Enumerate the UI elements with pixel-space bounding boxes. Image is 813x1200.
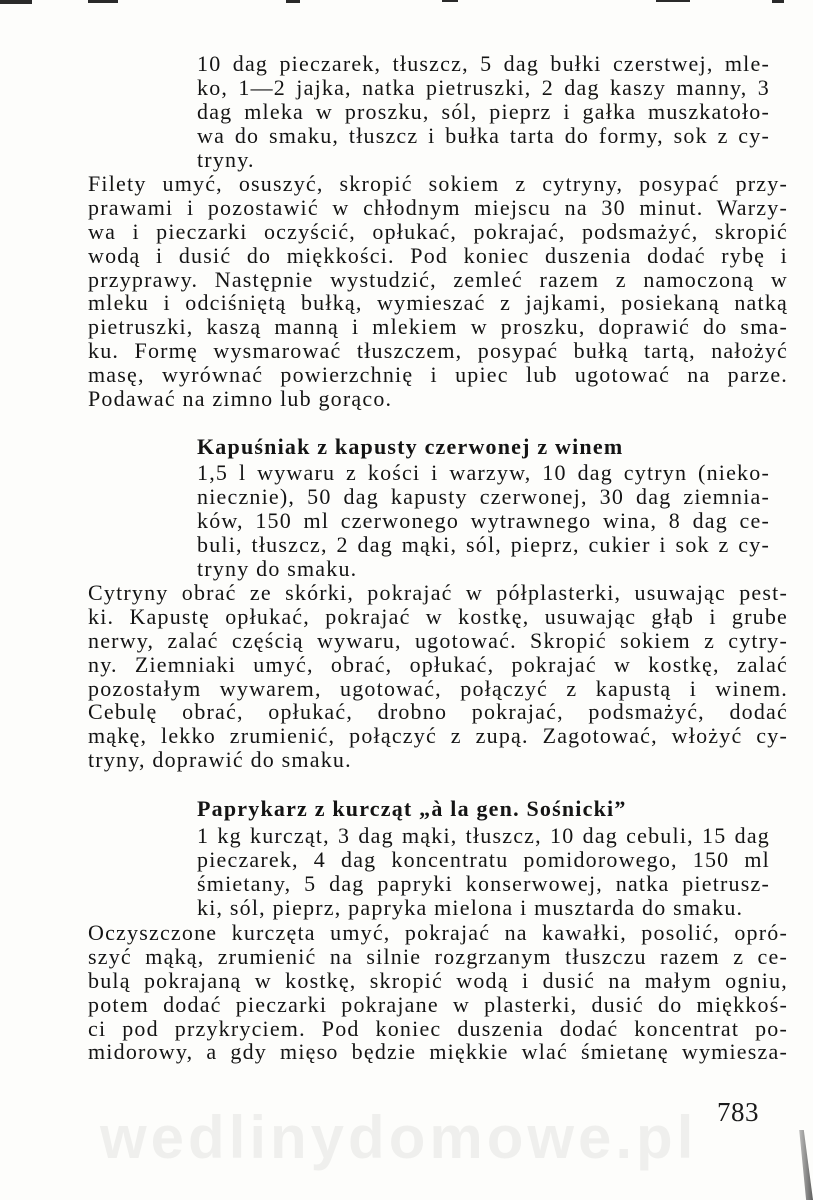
method-line: midorowy, a gdy mięso będzie miękkie wlać śmietanę wymiesza-	[88, 1039, 788, 1065]
page-edge-shadow	[790, 1130, 813, 1200]
ingredient-line: 1,5 l wywaru z kości i warzyw, 10 dag cytryn (nieko-	[197, 460, 770, 485]
method-line: masę, wyrównać powierzchnię i upiec lub ugotować na parze.	[88, 362, 788, 388]
ingredient-line: 10 dag pieczarek, tłuszcz, 5 dag bułki czerstwej, mle-	[197, 51, 770, 76]
ingredient-line: ki, sól, pieprz, papryka mielona i musztarda do smaku.	[197, 894, 744, 920]
paprykarz-method	[88, 921, 788, 1064]
method-line: mąkę, lekko zrumienić, połączyć z zupą. Zagotować, włożyć cy-	[88, 723, 788, 749]
method-line: tryny, doprawić do smaku.	[88, 747, 352, 773]
scan-artifact	[656, 0, 690, 2]
ingredient-line: pieczarek, 4 dag koncentratu pomidorowego, 150 ml	[197, 846, 770, 872]
method-line: wa i pieczarki oczyścić, opłukać, pokrajać, podsmażyć, skropić	[88, 218, 788, 244]
method-line: Podawać na zimno lub gorąco.	[88, 386, 393, 412]
ingredient-line: buli, tłuszcz, 2 dag mąki, sól, pieprz, cukier i sok z cy-	[197, 531, 770, 557]
scan-artifact	[442, 0, 458, 2]
method-line: ny. Ziemniaki umyć, obrać, opłukać, pokrajać w kostkę, zalać	[88, 651, 788, 677]
method-line: pietruszki, kaszą manną i mlekiem w proszku, doprawić do sma-	[88, 314, 788, 340]
method-line: ku. Formę wysmarować tłuszczem, posypać bułką tartą, nałożyć	[88, 338, 788, 364]
continued-recipe-ingredients	[197, 52, 770, 171]
ingredient-line: tryny do smaku.	[197, 555, 358, 581]
continued-recipe-method	[88, 172, 788, 411]
paprykarz-title: Paprykarz z kurcząt „à la gen. Sośnicki”	[197, 796, 627, 821]
ingredient-line: 1 kg kurcząt, 3 dag mąki, tłuszcz, 10 dag cebuli, 15 dag	[197, 823, 770, 848]
kapusniak-method	[88, 581, 788, 772]
method-line: Filety umyć, osuszyć, skropić sokiem z cytryny, posypać przy-	[88, 171, 788, 196]
scan-artifact	[88, 0, 118, 3]
page-number: 783	[717, 1097, 759, 1127]
method-line: mleku i odciśniętą bułką, wymieszać z jajkami, posiekaną natką	[88, 290, 788, 316]
kapusniak-title: Kapuśniak z kapusty czerwonej z winem	[197, 434, 624, 459]
method-line: szyć mąką, zrumienić na silnie rozgrzanym tłuszczu razem z ce-	[88, 943, 788, 969]
method-line: nerwy, zalać częścią wywaru, ugotować. Skropić sokiem z cytry-	[88, 627, 788, 653]
ingredient-line: wa do smaku, tłuszcz i bułka tarta do formy, sok z cy-	[197, 122, 770, 148]
method-line: Oczyszczone kurczęta umyć, pokrajać na kawałki, posolić, opró-	[88, 920, 788, 945]
method-line: prawami i pozostawić w chłodnym miejscu na 30 minut. Warzy-	[88, 194, 788, 220]
method-line: przyprawy. Następnie wystudzić, zemleć razem z namoczoną w	[88, 266, 788, 292]
watermark: wedlinydomowe.pl	[100, 1104, 698, 1171]
ingredient-line: tryny.	[197, 146, 255, 172]
ingredient-line: niecznie), 50 dag kapusty czerwonej, 30 dag ziemnia-	[197, 483, 770, 509]
ingredient-line: śmietany, 5 dag papryki konserwowej, natka pietrusz-	[197, 870, 770, 896]
method-line: Cebulę obrać, opłukać, drobno pokrajać, podsmażyć, dodać	[88, 699, 788, 725]
method-line: ci pod przykryciem. Pod koniec duszenia dodać koncentrat po-	[88, 1015, 788, 1041]
method-line: ki. Kapustę opłukać, pokrajać w kostkę, usuwając głąb i grube	[88, 603, 788, 629]
scan-artifact	[286, 0, 300, 3]
ingredient-line: dag mleka w proszku, sól, pieprz i gałka muszkatoło-	[197, 98, 770, 124]
ingredient-line: ko, 1—2 jajka, natka pietruszki, 2 dag kaszy manny, 3	[197, 74, 770, 100]
scan-artifact	[0, 0, 32, 4]
method-line: Cytryny obrać ze skórki, pokrajać w półplasterki, usuwając pest-	[88, 580, 788, 605]
method-line: wodą i dusić do miękkości. Pod koniec duszenia dodać rybę i	[88, 242, 788, 268]
paprykarz-ingredients	[197, 824, 770, 920]
method-line: pozostałym wywarem, ugotować, połączyć z kapustą i winem.	[88, 675, 788, 701]
ingredient-line: ków, 150 ml czerwonego wytrawnego wina, 8 dag ce-	[197, 507, 770, 533]
scan-artifact	[772, 0, 784, 3]
method-line: bulą pokrajaną w kostkę, skropić wodą i dusić na małym ogniu,	[88, 967, 788, 993]
kapusniak-ingredients	[197, 461, 770, 580]
method-line: potem dodać pieczarki pokrajane w plasterki, dusić do miękkoś-	[88, 991, 788, 1017]
